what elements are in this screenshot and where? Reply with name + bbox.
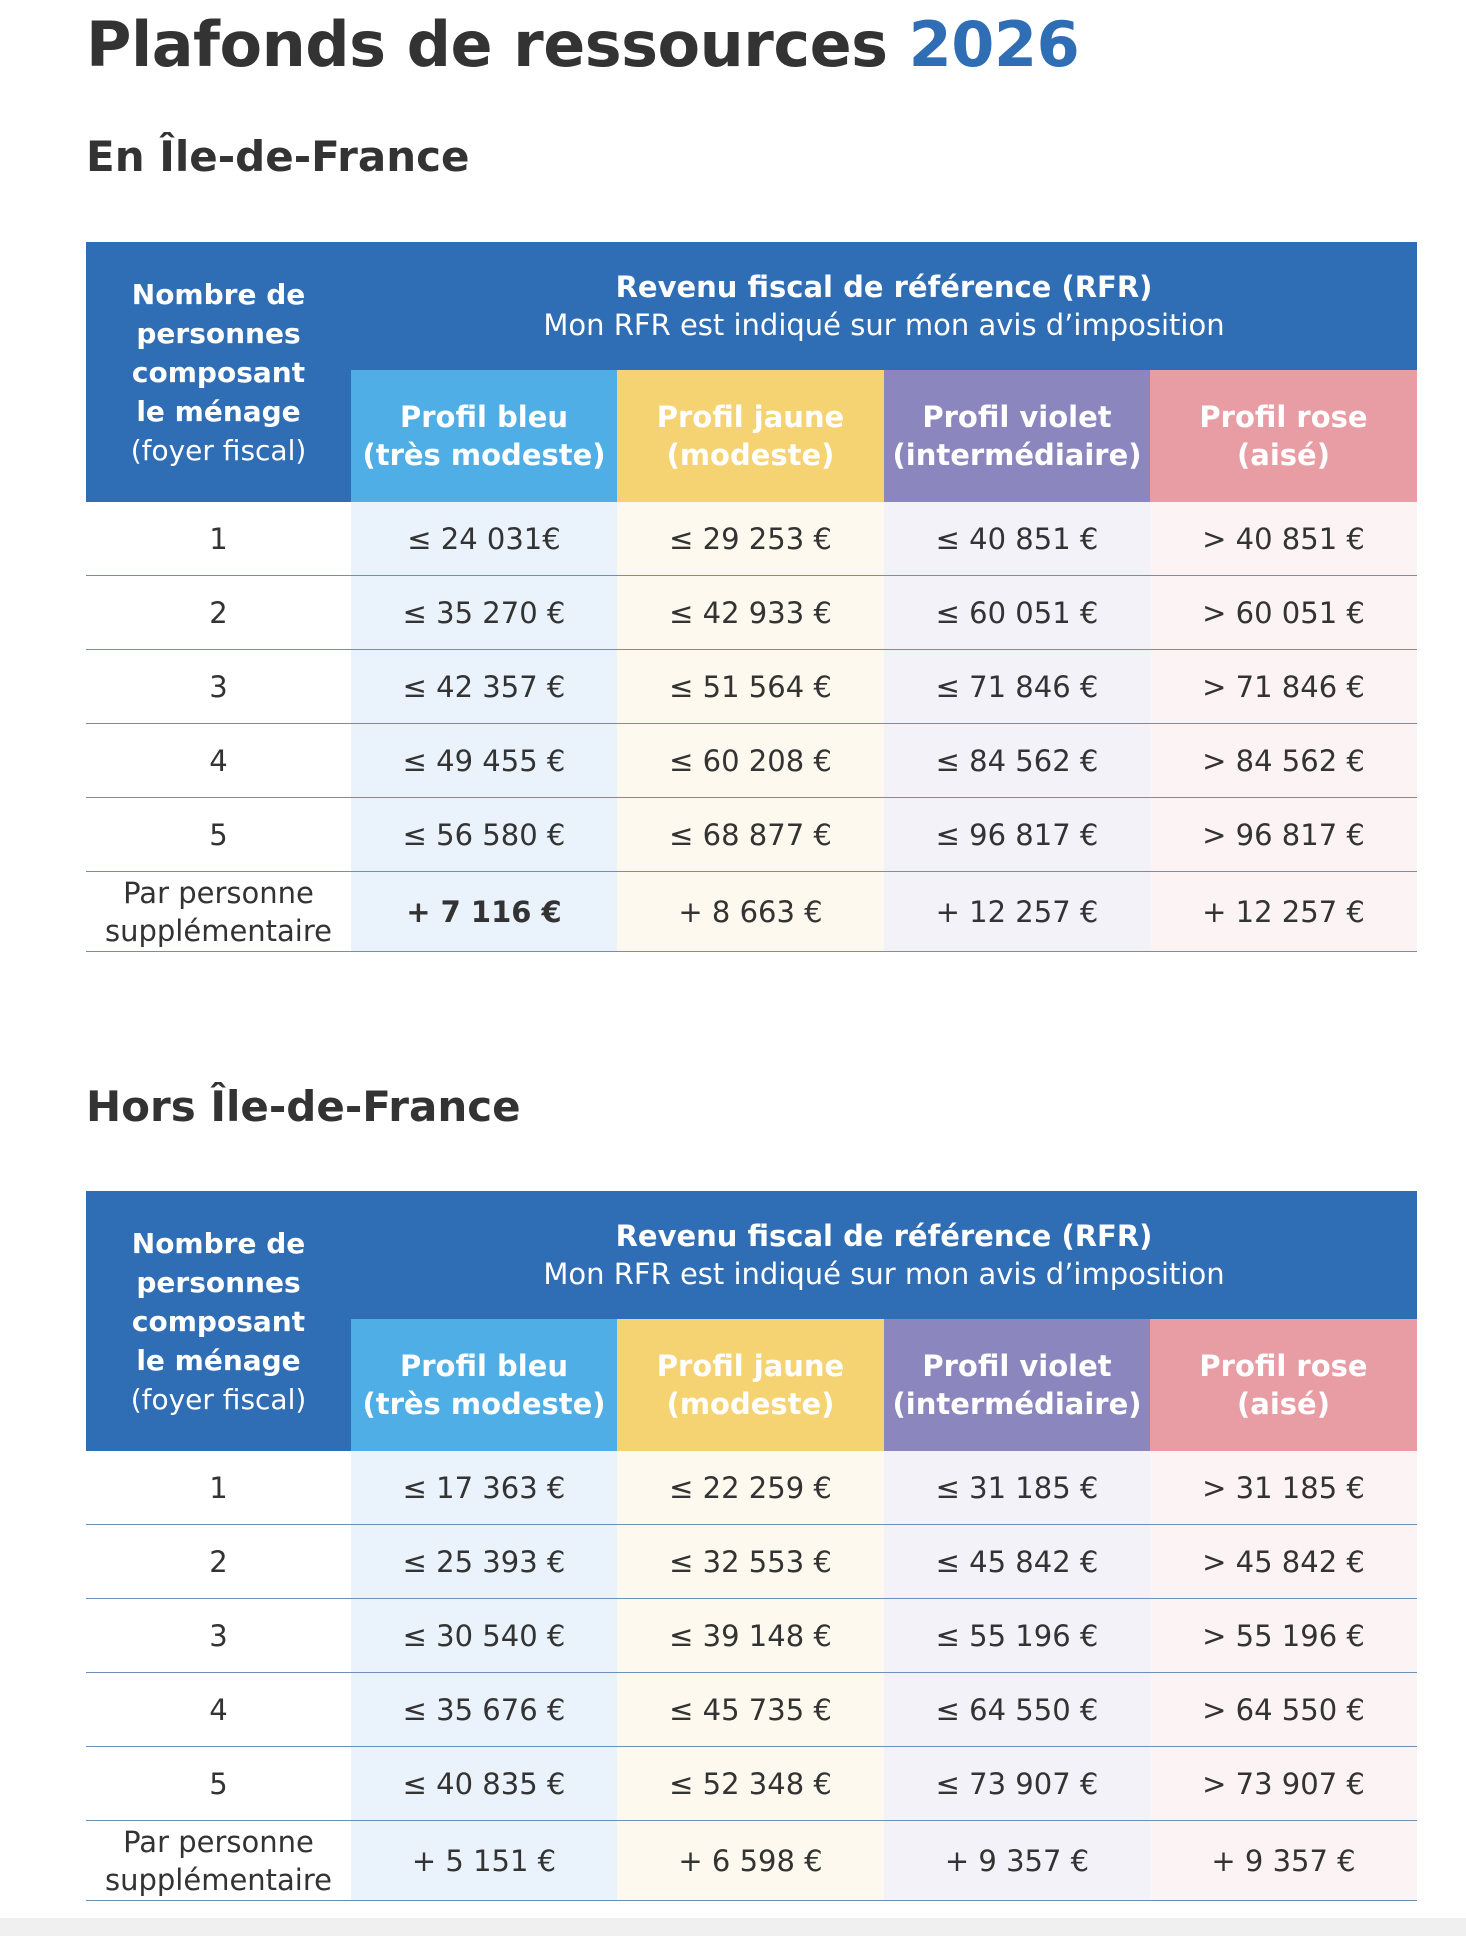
value-violet: ≤ 60 051 € <box>884 576 1150 649</box>
profile-desc: (très modeste) <box>362 438 606 472</box>
value-bleu: ≤ 30 540 € <box>351 1599 617 1672</box>
household-count: 4 <box>86 724 351 797</box>
profile-name: Profil jaune <box>656 1349 845 1383</box>
value-violet: + 12 257 € <box>884 872 1150 951</box>
profile-header-jaune <box>617 370 884 502</box>
profile-name: Profil violet <box>922 400 1112 434</box>
value-rose: > 31 185 € <box>1150 1451 1417 1524</box>
value-rose: > 71 846 € <box>1150 650 1417 723</box>
profile-desc: (intermédiaire) <box>892 1387 1142 1421</box>
value-jaune: + 8 663 € <box>617 872 884 951</box>
value-jaune: ≤ 42 933 € <box>617 576 884 649</box>
rfr-subtitle: Mon RFR est indiqué sur mon avis d’imposition <box>543 308 1225 342</box>
household-header-line: composant <box>131 355 306 389</box>
value-rose: + 12 257 € <box>1150 872 1417 951</box>
table-row <box>86 1673 1417 1747</box>
value-jaune: ≤ 29 253 € <box>617 502 884 575</box>
profile-header-bleu <box>351 1319 617 1451</box>
profile-header-rose <box>1150 370 1417 502</box>
profile-name: Profil bleu <box>399 1349 569 1383</box>
household-header-line: Nombre de <box>131 277 306 311</box>
section-heading-hors: Hors Île-de-France <box>86 1082 521 1131</box>
household-count: 5 <box>86 798 351 871</box>
value-bleu: ≤ 56 580 € <box>351 798 617 871</box>
profile-header-rose <box>1150 1319 1417 1451</box>
table-header <box>86 1191 1417 1451</box>
profile-desc: (intermédiaire) <box>892 438 1142 472</box>
extra-label-line: supplémentaire <box>104 913 332 948</box>
rfr-title: Revenu fiscal de référence (RFR) <box>615 1219 1153 1253</box>
value-rose: > 96 817 € <box>1150 798 1417 871</box>
extra-label-line: supplémentaire <box>104 1862 332 1897</box>
table-row-extra <box>86 872 1417 952</box>
value-jaune: ≤ 45 735 € <box>617 1673 884 1746</box>
profile-header-jaune <box>617 1319 884 1451</box>
household-count: 4 <box>86 1673 351 1746</box>
rfr-subtitle: Mon RFR est indiqué sur mon avis d’imposition <box>543 1257 1225 1291</box>
household-header-line: personnes <box>136 316 301 350</box>
bottom-edge <box>0 1918 1466 1936</box>
extra-person-label <box>86 872 351 951</box>
extra-label-line: Par personne <box>123 875 314 910</box>
value-rose: > 60 051 € <box>1150 576 1417 649</box>
table-row <box>86 576 1417 650</box>
value-jaune: ≤ 22 259 € <box>617 1451 884 1524</box>
value-jaune: ≤ 52 348 € <box>617 1747 884 1820</box>
value-rose: > 55 196 € <box>1150 1599 1417 1672</box>
profile-name: Profil rose <box>1199 400 1368 434</box>
profile-name: Profil violet <box>922 1349 1112 1383</box>
value-violet: + 9 357 € <box>884 1821 1150 1900</box>
page-title-year: 2026 <box>908 8 1080 81</box>
value-bleu: + 7 116 € <box>351 872 617 951</box>
household-header-sub: (foyer fiscal) <box>130 433 307 467</box>
table-row <box>86 1525 1417 1599</box>
household-count: 3 <box>86 1599 351 1672</box>
table-row <box>86 724 1417 798</box>
value-rose: > 64 550 € <box>1150 1673 1417 1746</box>
table-row <box>86 1599 1417 1673</box>
profile-name: Profil bleu <box>399 400 569 434</box>
profile-desc: (très modeste) <box>362 1387 606 1421</box>
value-violet: ≤ 64 550 € <box>884 1673 1150 1746</box>
profile-header-violet <box>884 1319 1150 1451</box>
page-title-text: Plafonds de ressources <box>86 8 888 81</box>
value-violet: ≤ 96 817 € <box>884 798 1150 871</box>
profile-name: Profil jaune <box>656 400 845 434</box>
table-row <box>86 1451 1417 1525</box>
value-jaune: ≤ 68 877 € <box>617 798 884 871</box>
value-bleu: ≤ 24 031€ <box>351 502 617 575</box>
value-jaune: ≤ 39 148 € <box>617 1599 884 1672</box>
profile-desc: (modeste) <box>666 438 835 472</box>
value-violet: ≤ 55 196 € <box>884 1599 1150 1672</box>
household-header-line: composant <box>131 1304 306 1338</box>
extra-label-line: Par personne <box>123 1824 314 1859</box>
value-violet: ≤ 45 842 € <box>884 1525 1150 1598</box>
household-count: 3 <box>86 650 351 723</box>
household-header-line: le ménage <box>136 394 301 428</box>
table-row-extra <box>86 1821 1417 1901</box>
value-jaune: + 6 598 € <box>617 1821 884 1900</box>
value-bleu: ≤ 40 835 € <box>351 1747 617 1820</box>
value-bleu: ≤ 49 455 € <box>351 724 617 797</box>
value-rose: > 40 851 € <box>1150 502 1417 575</box>
table-hors <box>86 1191 1417 1901</box>
table-row <box>86 1747 1417 1821</box>
table-idf <box>86 242 1417 952</box>
value-rose: > 84 562 € <box>1150 724 1417 797</box>
rfr-header <box>351 242 1417 370</box>
value-violet: ≤ 31 185 € <box>884 1451 1150 1524</box>
profile-name: Profil rose <box>1199 1349 1368 1383</box>
value-bleu: + 5 151 € <box>351 1821 617 1900</box>
table-row <box>86 650 1417 724</box>
profile-header-bleu <box>351 370 617 502</box>
value-jaune: ≤ 32 553 € <box>617 1525 884 1598</box>
household-count: 2 <box>86 576 351 649</box>
value-bleu: ≤ 35 270 € <box>351 576 617 649</box>
value-bleu: ≤ 35 676 € <box>351 1673 617 1746</box>
value-rose: > 73 907 € <box>1150 1747 1417 1820</box>
household-header-line: le ménage <box>136 1343 301 1377</box>
household-count: 1 <box>86 1451 351 1524</box>
profile-desc: (modeste) <box>666 1387 835 1421</box>
table-header <box>86 242 1417 502</box>
section-heading-idf: En Île-de-France <box>86 132 470 181</box>
value-violet: ≤ 84 562 € <box>884 724 1150 797</box>
extra-person-label <box>86 1821 351 1900</box>
household-header-line: personnes <box>136 1265 301 1299</box>
household-count: 1 <box>86 502 351 575</box>
value-bleu: ≤ 42 357 € <box>351 650 617 723</box>
profile-desc: (aisé) <box>1237 1387 1330 1421</box>
profile-header-violet <box>884 370 1150 502</box>
value-rose: + 9 357 € <box>1150 1821 1417 1900</box>
household-header-line: Nombre de <box>131 1226 306 1260</box>
value-rose: > 45 842 € <box>1150 1525 1417 1598</box>
page-title <box>86 8 1079 81</box>
value-violet: ≤ 71 846 € <box>884 650 1150 723</box>
value-bleu: ≤ 25 393 € <box>351 1525 617 1598</box>
rfr-header <box>351 1191 1417 1319</box>
household-count: 5 <box>86 1747 351 1820</box>
value-bleu: ≤ 17 363 € <box>351 1451 617 1524</box>
profile-desc: (aisé) <box>1237 438 1330 472</box>
table-row <box>86 502 1417 576</box>
table-row <box>86 798 1417 872</box>
household-header <box>86 1191 351 1451</box>
value-jaune: ≤ 51 564 € <box>617 650 884 723</box>
household-header-sub: (foyer fiscal) <box>130 1382 307 1416</box>
value-jaune: ≤ 60 208 € <box>617 724 884 797</box>
rfr-title: Revenu fiscal de référence (RFR) <box>615 270 1153 304</box>
household-header <box>86 242 351 502</box>
value-violet: ≤ 73 907 € <box>884 1747 1150 1820</box>
value-violet: ≤ 40 851 € <box>884 502 1150 575</box>
household-count: 2 <box>86 1525 351 1598</box>
